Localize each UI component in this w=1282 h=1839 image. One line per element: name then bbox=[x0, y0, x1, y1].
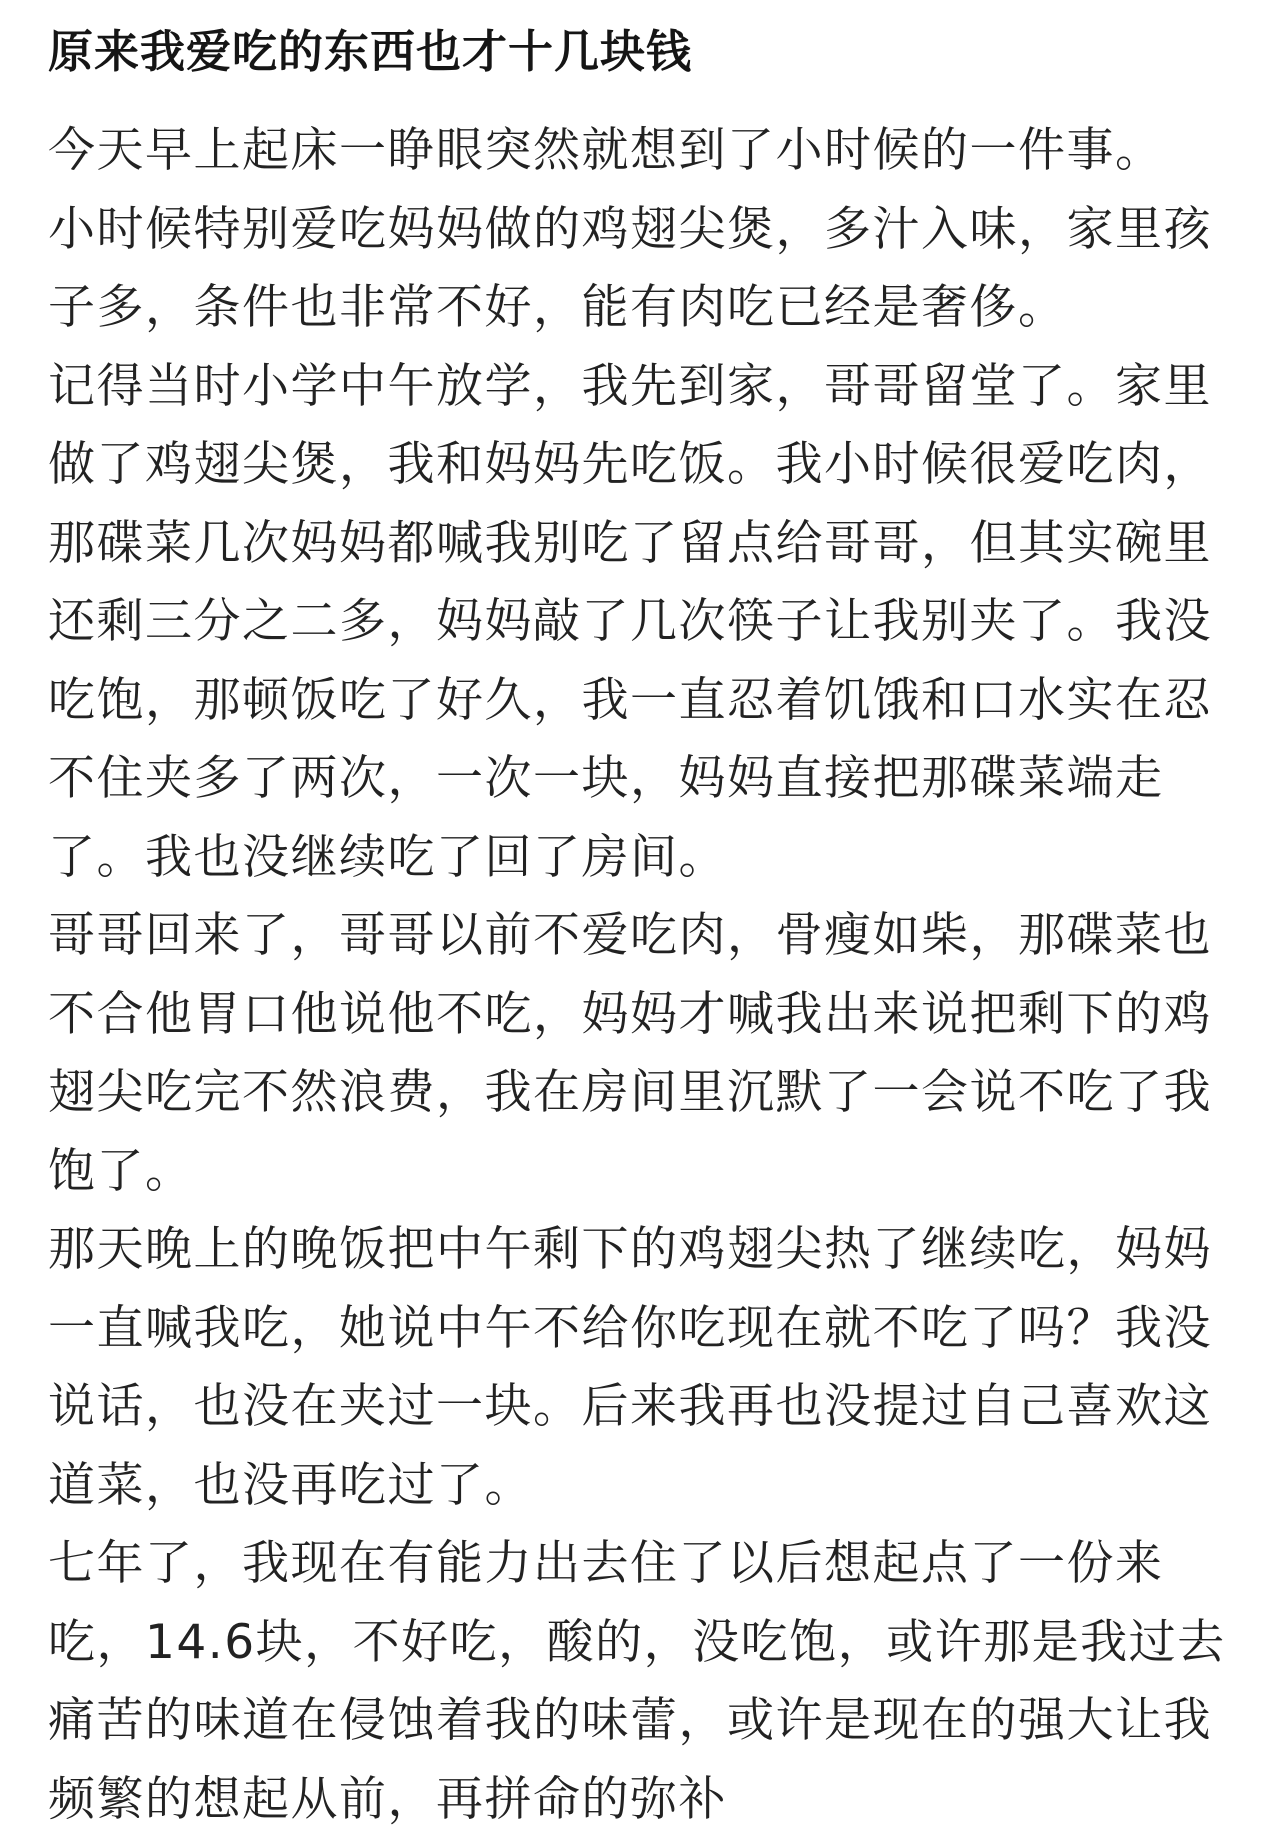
paragraph-wake-up: 今天早上起床一睁眼突然就想到了小时候的一件事。 bbox=[48, 123, 1164, 178]
paragraph-lunch-memory: 记得当时小学中午放学，我先到家，哥哥留堂了。家里做了鸡翅尖煲，我和妈妈先吃饭。我小时候很爱吃肉，那碟菜几次妈妈都喊我别吃了留点给哥哥，但其实碗里还剩三分之二多，妈妈敲了几次筷子让我别夹了。我没吃饱，那顿饭吃了好久，我一直忍着饥饿和口水实在忍不住夹多了两次，一次一块，妈妈直接把那碟菜端走了。我也没继续吃了回了房间。 bbox=[48, 358, 1212, 885]
post-title: 原来我爱吃的东西也才十几块钱 bbox=[48, 25, 693, 78]
post-body bbox=[48, 112, 1240, 1839]
paragraph-dinner: 那天晚上的晚饭把中午剩下的鸡翅尖热了继续吃，妈妈一直喊我吃，她说中午不给你吃现在就不吃了吗？我没说话，也没在夹过一块。后来我再也没提过自己喜欢这道菜，也没再吃过了。 bbox=[48, 1222, 1212, 1513]
paragraph-favorite-dish: 小时候特别爱吃妈妈做的鸡翅尖煲，多汁入味，家里孩子多，条件也非常不好，能有肉吃已经是奢侈。 bbox=[48, 201, 1212, 335]
paragraph-seven-years-later: 七年了，我现在有能力出去住了以后想起点了一份来吃，14.6块，不好吃，酸的，没吃饱，或许那是我过去痛苦的味道在侵蚀着我的味蕾，或许是现在的强大让我频繁的想起从前，再拼命的弥补 bbox=[48, 1536, 1226, 1827]
post-container bbox=[48, 18, 1240, 1839]
paragraph-brother-returns: 哥哥回来了，哥哥以前不爱吃肉，骨瘦如柴，那碟菜也不合他胃口他说他不吃，妈妈才喊我出来说把剩下的鸡翅尖吃完不然浪费，我在房间里沉默了一会说不吃了我饱了。 bbox=[48, 908, 1212, 1199]
